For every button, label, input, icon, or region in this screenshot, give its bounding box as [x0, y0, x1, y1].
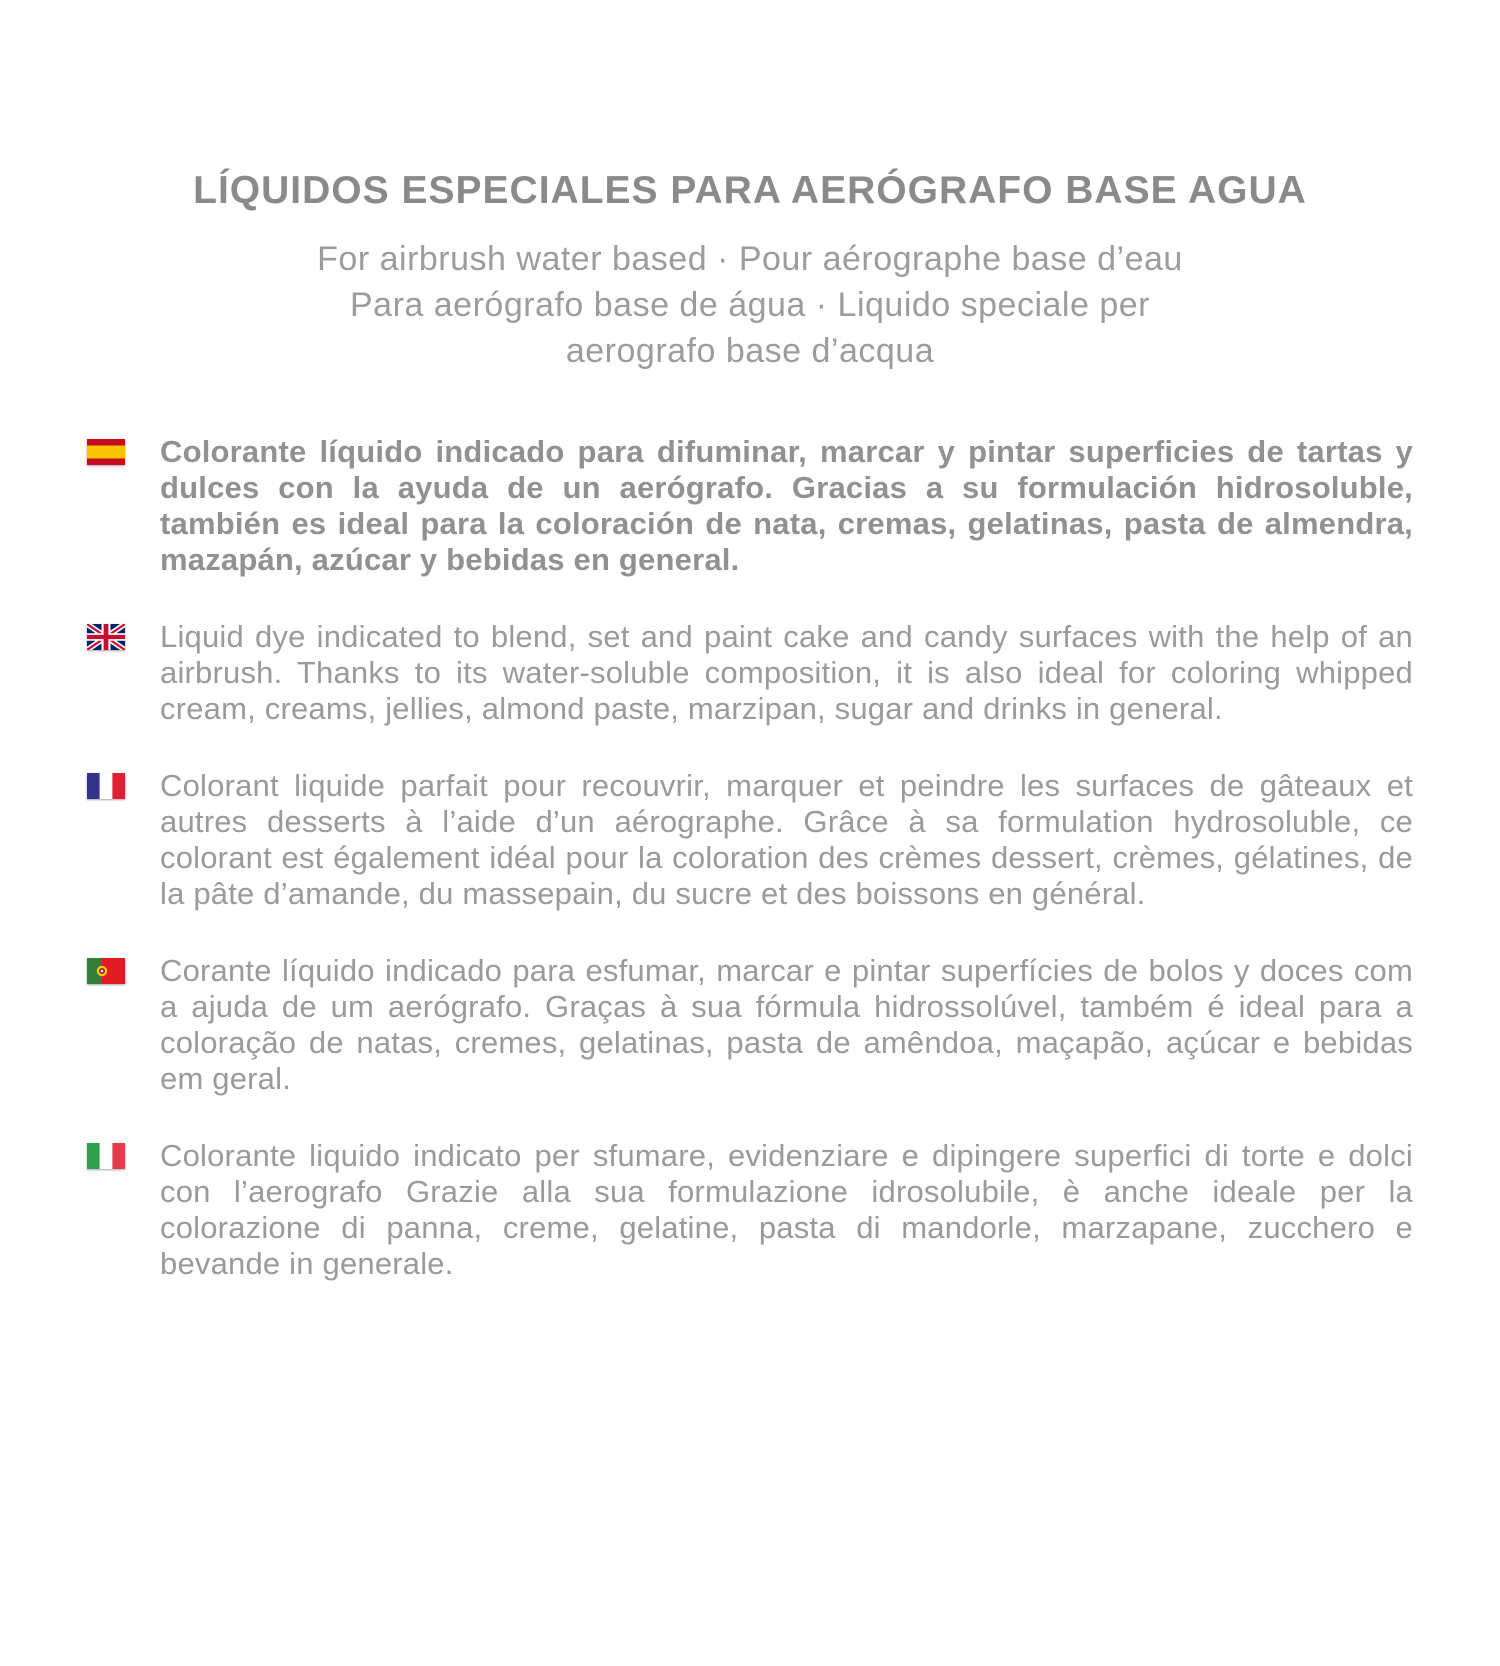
paragraph-text-french: Colorant liquide parfait pour recouvrir, marquer et peindre les surfaces de gâteaux et autres desserts à l’aide d’un aérographe. Grâce à sa formulation hydrosoluble, ce colorant est également idéal pour la coloration des crèmes dessert, crèmes, gélatines, de la pâte d’amande, du massepain, du sucre et des boissons en général. — [160, 768, 1413, 911]
paragraph-english — [87, 619, 1413, 727]
flag-cell — [87, 953, 160, 984]
flag-cell — [87, 768, 160, 799]
uk-flag-icon — [87, 624, 125, 650]
subtitle-line-2: Para aerógrafo base de água · Liquido speciale per — [350, 286, 1150, 324]
page-title: LÍQUIDOS ESPECIALES PARA AERÓGRAFO BASE AGUA — [193, 169, 1307, 212]
language-paragraph-list — [87, 434, 1413, 1282]
paragraph-text-italian: Colorante liquido indicato per sfumare, evidenziare e dipingere superfici di torte e dolci con l’aerografo Grazie alla sua formulazione idrosolubile, è anche ideale per la colorazione di panna, creme, gelatine, pasta di mandorle, marzapane, zucchero e bevande in generale. — [160, 1138, 1413, 1281]
paragraph-text-english: Liquid dye indicated to blend, set and paint cake and candy surfaces with the help of an airbrush. Thanks to its water-soluble composition, it is also ideal for coloring whipped cream, creams, jellies, almond paste, marzipan, sugar and drinks in general. — [160, 619, 1413, 726]
subtitle-line-3: aerografo base d’acqua — [565, 332, 935, 370]
paragraph-italian — [87, 1138, 1413, 1282]
paragraph-french — [87, 768, 1413, 912]
flag-cell — [87, 619, 160, 650]
page-subtitle — [0, 236, 1500, 374]
subtitle-line-1: For airbrush water based · Pour aérographe base d’eau — [317, 240, 1183, 278]
paragraph-portuguese — [87, 953, 1413, 1097]
paragraph-text-portuguese: Corante líquido indicado para esfumar, marcar e pintar superfícies de bolos y doces com a ajuda de um aerógrafo. Graças à sua fórmula hidrossolúvel, também é ideal para a coloração de natas, cremes, gelatinas, pasta de amêndoa, maçapão, açúcar e bebidas em geral. — [160, 953, 1413, 1096]
paragraph-text-spanish: Colorante líquido indicado para difuminar, marcar y pintar superficies de tartas y dulces con la ayuda de un aerógrafo. Gracias a su formulación hidrosoluble, también es ideal para la coloración de nata, cremas, gelatinas, pasta de almendra, mazapán, azúcar y bebidas en general. — [160, 434, 1413, 577]
paragraph-spanish — [87, 434, 1413, 578]
flag-cell — [87, 434, 160, 465]
italy-flag-icon — [87, 1143, 125, 1169]
flag-cell — [87, 1138, 160, 1169]
portugal-flag-icon — [87, 958, 125, 984]
france-flag-icon — [87, 773, 125, 799]
spain-flag-icon — [87, 439, 125, 465]
